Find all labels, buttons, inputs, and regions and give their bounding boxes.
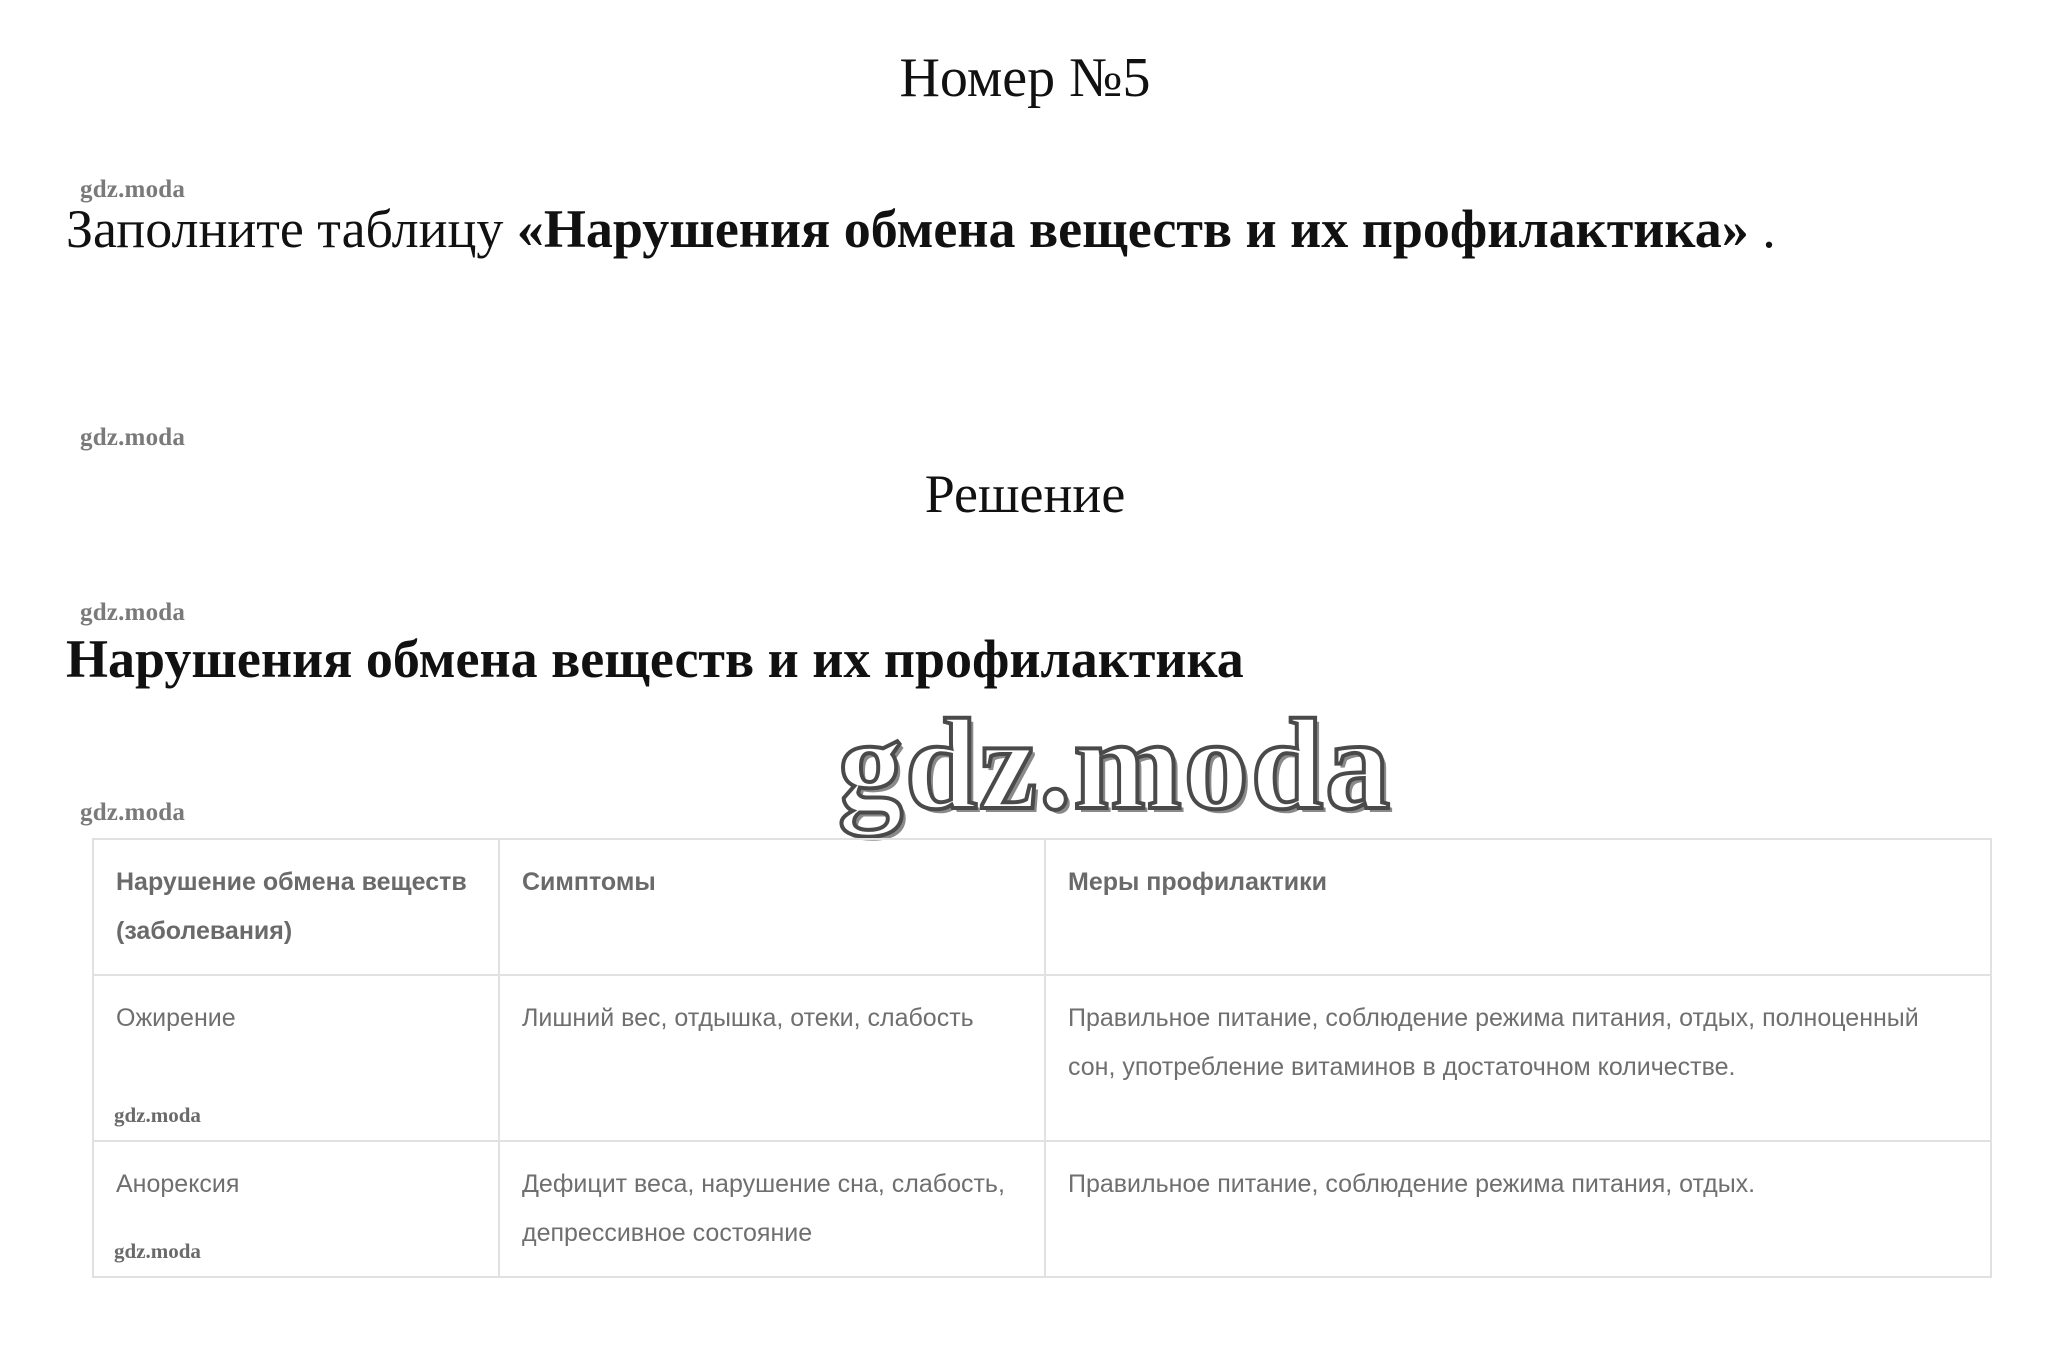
cell-disorder-text: Анорексия bbox=[116, 1170, 240, 1198]
cell-symptoms: Лишний вес, отдышка, отеки, слабость bbox=[499, 975, 1045, 1141]
task-bold-title: «Нарушения обмена веществ и их профилактика» bbox=[516, 199, 1749, 259]
header-symptoms: Симптомы bbox=[499, 839, 1045, 975]
cell-disorder bbox=[93, 975, 499, 1141]
header-disorder: Нарушение обмена веществ (заболевания) bbox=[93, 839, 499, 975]
solution-heading: Решение bbox=[924, 464, 1126, 524]
cell-symptoms: Дефицит веса, нарушение сна, слабость, депрессивное состояние bbox=[499, 1141, 1045, 1277]
task-prefix: Заполните таблицу bbox=[66, 199, 517, 259]
watermark-small: gdz.moda bbox=[80, 599, 186, 626]
table-header-row bbox=[93, 839, 1991, 975]
watermark-small: gdz.moda bbox=[114, 1239, 201, 1263]
watermark-small: gdz.moda bbox=[80, 424, 186, 451]
header-prevention: Меры профилактики bbox=[1045, 839, 1991, 975]
watermark-small: gdz.moda bbox=[114, 1103, 201, 1127]
cell-disorder-text: Ожирение bbox=[116, 1004, 236, 1032]
table-title: Нарушения обмена веществ и их профилактика bbox=[66, 629, 1244, 689]
table-row bbox=[93, 1141, 1991, 1277]
watermark-small: gdz.moda bbox=[80, 799, 186, 826]
disorders-table bbox=[92, 838, 1992, 1278]
watermark-large: gdz.moda bbox=[838, 693, 1393, 837]
task-text bbox=[66, 198, 1776, 260]
table-row bbox=[93, 975, 1991, 1141]
task-suffix: . bbox=[1748, 199, 1776, 259]
cell-prevention: Правильное питание, соблюдение режима питания, отдых. bbox=[1045, 1141, 1991, 1277]
watermark-small: gdz.moda bbox=[80, 176, 186, 203]
page-title: Номер №5 bbox=[899, 47, 1151, 109]
cell-prevention: Правильное питание, соблюдение режима питания, отдых, полноценный сон, употребление витаминов в достаточном количестве. bbox=[1045, 975, 1991, 1141]
cell-disorder bbox=[93, 1141, 499, 1277]
